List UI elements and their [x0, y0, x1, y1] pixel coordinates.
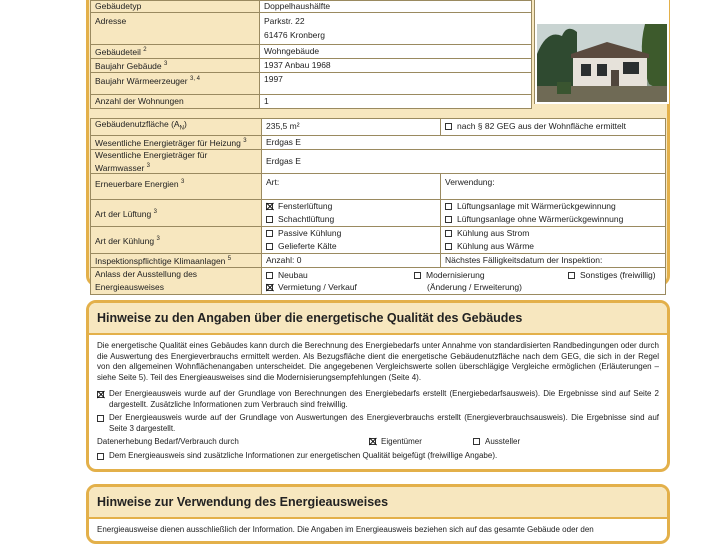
address-city: 61476 Kronberg	[264, 30, 325, 40]
value-address	[260, 13, 532, 45]
data-collection-label: Datenerhebung Bedarf/Verbrauch durch	[97, 437, 239, 446]
occasion-new-label: Neubau	[278, 270, 308, 281]
label-heater-year: Baujahr Wärmeerzeuger $^{3, 4}$	[91, 72, 260, 94]
issuer-label: Aussteller	[485, 437, 521, 446]
ventilation-nohr-checkbox[interactable]	[445, 216, 452, 223]
ventilation-hr-label: Lüftungsanlage mit Wärmerückgewinnung	[457, 201, 616, 212]
label-usable-area: Gebäudenutzfläche $(A_N)$	[91, 119, 262, 136]
inspection-next-date: Nächstes Fälligkeitsdatum der Inspektion:	[441, 254, 666, 268]
ventilation-shaft-label: Schachtlüftung	[278, 214, 335, 225]
additional-info-checkbox[interactable]	[97, 453, 104, 460]
occasion-modern-sub: (Änderung / Erweiterung)	[427, 282, 522, 293]
label-building-type: Gebäudetyp	[91, 1, 260, 13]
label-heating-carrier: Wesentliche Energieträger für Heizung $^3$	[91, 135, 262, 149]
occasion-other-label: Sonstiges (freiwillig)	[580, 270, 656, 281]
cooling-delivered-label: Gelieferte Kälte	[278, 241, 337, 252]
ventilation-shaft-checkbox[interactable]	[266, 216, 273, 223]
quality-hints-box	[86, 300, 670, 472]
occasion-modern-label: Modernisierung	[426, 270, 485, 281]
label-address: Adresse	[91, 13, 260, 45]
occasion-sale-checkbox[interactable]	[266, 284, 273, 291]
ventilation-options-a	[262, 200, 441, 227]
label-renewable: Erneuerbare Energien $^3$	[91, 174, 262, 200]
ventilation-window-label: Fensterlüftung	[278, 201, 333, 212]
cooling-options-b	[441, 227, 666, 254]
occasion-sale-label: Vermietung / Verkauf	[278, 282, 357, 293]
usage-hints-title: Hinweise zur Verwendung des Energieausweises	[89, 487, 667, 519]
value-building-part: Wohngebäude	[260, 45, 532, 59]
cooling-options-a	[262, 227, 441, 254]
cooling-heat-label: Kühlung aus Wärme	[457, 241, 535, 252]
value-heater-year: 1997	[260, 72, 532, 94]
cooling-passive-label: Passive Kühlung	[278, 228, 342, 239]
value-heating-carrier: Erdgas E	[262, 135, 666, 149]
additional-info-text: Dem Energieausweis sind zusätzliche Informationen zur energetischen Qualität beigefügt (freiwillige Angabe).	[109, 451, 498, 460]
cooling-electric-checkbox[interactable]	[445, 230, 452, 237]
owner-label: Eigentümer	[381, 437, 422, 446]
address-street: Parkstr. 22	[264, 16, 305, 26]
data-collection-row	[97, 436, 659, 448]
inspection-count: Anzahl: 0	[262, 254, 441, 268]
occasion-new-checkbox[interactable]	[266, 272, 273, 279]
value-building-type: Doppelhaushälfte	[260, 1, 532, 13]
value-warmwater-carrier: Erdgas E	[262, 149, 666, 174]
ventilation-nohr-label: Lüftungsanlage ohne Wärmerückgewinnung	[457, 214, 624, 225]
renewable-use: Verwendung:	[441, 174, 666, 200]
label-construction-year: Baujahr Gebäude $^3$	[91, 58, 260, 72]
area-from-living-space: nach § 82 GEG aus der Wohnfläche ermittelt	[441, 119, 666, 136]
ventilation-hr-checkbox[interactable]	[445, 203, 452, 210]
consumption-certificate-text: Der Energieausweis wurde auf der Grundlage von Auswertungen des Energieverbrauchs erstellt (Energieverbrauchsausweis). Die Ergebnisse sind auf Seite 3 dargestellt.	[109, 413, 659, 433]
building-photo	[534, 0, 669, 104]
consumption-certificate-checkbox[interactable]	[97, 415, 104, 422]
house-photo-icon	[537, 24, 667, 102]
usage-hints-text: Energieausweise dienen ausschließlich der Information. Die Angaben im Energieausweis beziehen sich auf das gesamte Gebäude oder den	[97, 525, 594, 534]
label-warmwater-carrier: Wesentliche Energieträger für Warmwasser $^3$	[91, 149, 262, 174]
cooling-passive-checkbox[interactable]	[266, 230, 273, 237]
cooling-heat-checkbox[interactable]	[445, 243, 452, 250]
usage-hints-box	[86, 484, 670, 544]
value-usable-area: 235,5 m²	[262, 119, 441, 136]
value-apartment-count: 1	[260, 94, 532, 108]
label-cooling: Art der Kühlung $^3$	[91, 227, 262, 254]
building-data-table	[90, 0, 532, 109]
demand-certificate-checkbox[interactable]	[97, 391, 104, 398]
occasion-modern-checkbox[interactable]	[414, 272, 421, 279]
label-building-part: Gebäudeteil $^2$	[91, 45, 260, 59]
demand-certificate-text: Der Energieausweis wurde auf der Grundlage von Berechnungen des Energiebedarfs erstellt (Energiebedarfsausweis). Die Ergebnisse sind auf Seite 2 dargestellt. Zusätzliche Informationen zum Verbrauch sind freiwillig.	[109, 389, 659, 409]
quality-hints-title: Hinweise zu den Angaben über die energetische Qualität des Gebäudes	[89, 303, 667, 335]
issuer-checkbox[interactable]	[473, 438, 480, 445]
label-inspection: Inspektionspflichtige Klimaanlagen $^5$	[91, 254, 262, 268]
label-apartment-count: Anzahl der Wohnungen	[91, 94, 260, 108]
cooling-delivered-checkbox[interactable]	[266, 243, 273, 250]
occasion-options	[262, 268, 666, 295]
cooling-electric-label: Kühlung aus Strom	[457, 228, 530, 239]
occasion-other-checkbox[interactable]	[568, 272, 575, 279]
area-checkbox[interactable]	[445, 123, 452, 130]
owner-checkbox[interactable]	[369, 438, 376, 445]
value-construction-year: 1937 Anbau 1968	[260, 58, 532, 72]
quality-hints-text: Die energetische Qualität eines Gebäudes kann durch die Berechnung des Energiebedarfs unter Annahme von standardisierten Randbedingungen oder durch die Auswertung des Energieverbrauchs ermittelt werden. Als Bezugsfläche dient die energetische Gebäudenutzfläche nach dem GEG, die sich in der Regel von den allgemeinen Wohnflächenangaben unterscheidet. Die angegebenen Vergleichswerte sollen überschlägige Vergleiche ermöglichen (Erläuterungen – siehe Seite 5). Teil des Energieausweises sind die Modernisierungsempfehlungen (Seite 4).	[97, 341, 659, 382]
label-occasion: Anlass der Ausstellung des Energieausweises	[91, 268, 262, 295]
renewable-type: Art:	[262, 174, 441, 200]
ventilation-options-b	[441, 200, 666, 227]
ventilation-window-checkbox[interactable]	[266, 203, 273, 210]
label-ventilation: Art der Lüftung $^3$	[91, 200, 262, 227]
energy-data-table	[90, 118, 666, 295]
